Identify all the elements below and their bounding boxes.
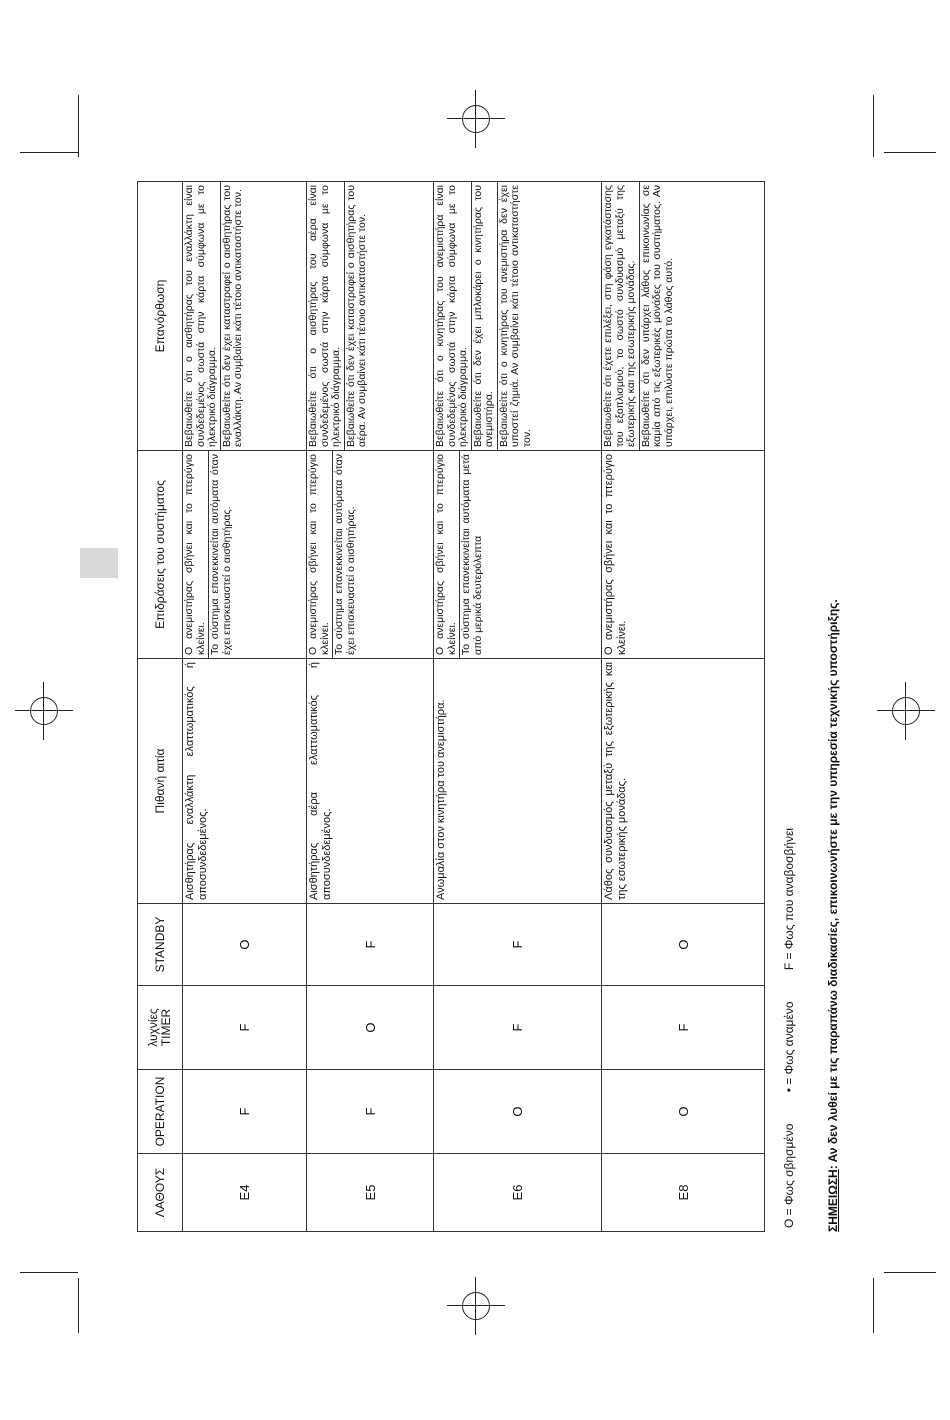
corrective-action — [602, 182, 765, 451]
possible-cause: Λάθος συνδυασμός μεταξύ της εξωτερικής και της εσωτερικής μονάδας. — [602, 659, 765, 904]
header-error-code: ΛΑΘΟΥΣ — [138, 1154, 183, 1232]
crop-mark — [873, 1278, 874, 1333]
standby-lamp: F — [307, 904, 434, 986]
timer-lamp: F — [602, 986, 765, 1070]
table-row — [602, 182, 765, 1232]
error-code-table-wrapper — [137, 182, 761, 1232]
operation-lamp: F — [307, 1070, 434, 1154]
fix-item: Βεβαιωθείτε ότι δεν έχει μπλοκάρει ο κινητήρας του ανεμιστήρα. — [471, 182, 497, 450]
error-code: E5 — [307, 1154, 434, 1232]
effect-item: Το σύστημα επανεκκινείται αυτόματα μετά από μερικά δευτερόλεπτα — [459, 451, 485, 658]
effect-item: Ο ανεμιστήρας σβήνει και το πτερύγιο κλείνει. — [434, 454, 458, 655]
timer-lamp: O — [307, 986, 434, 1070]
effect-item: Ο ανεμιστήρας σβήνει και το πτερύγιο κλείνει. — [183, 454, 207, 655]
corrective-action — [183, 182, 307, 451]
crop-mark — [884, 152, 936, 153]
effect-item: Το σύστημα επανεκκινείται αυτόματα όταν έχει επισκευαστεί ο αισθητήρας. — [208, 451, 234, 658]
registration-mark-right — [892, 697, 920, 725]
legend-light-flashing: F = Φως που αναβοσβήνει — [782, 827, 796, 971]
error-code: E6 — [434, 1154, 602, 1232]
operation-lamp: O — [434, 1070, 602, 1154]
fix-item: Βεβαιωθείτε ότι ο αισθητήρας του εναλλάκτη είναι συνδεδεμένος σωστά στην κάρτα σύμφωνα με το ηλεκτρικό διάγραμμα. — [183, 185, 218, 447]
header-timer-label: TIMER — [159, 1008, 173, 1047]
note-label: ΣΗΜΕΙΩΣΗ — [826, 1169, 840, 1232]
registration-mark-bottom — [462, 1292, 490, 1320]
crop-mark — [78, 95, 79, 157]
lamp-legend — [782, 800, 796, 1228]
fix-item: Βεβαιωθείτε ότι ο αισθητήρας του αέρα είναι συνδεδεμένος σωστά στην κάρτα σύμφωνα με το ηλεκτρικό διάγραμμα. — [307, 185, 342, 447]
crop-mark — [20, 1272, 78, 1273]
legend-light-off: O = Φως σβησμένο — [782, 1123, 796, 1228]
effect-item: Το σύστημα επανεκκινείται αυτόματα όταν έχει επισκευαστεί ο αισθητήρας. — [332, 451, 358, 658]
system-effects — [307, 451, 434, 659]
operation-lamp: F — [183, 1070, 307, 1154]
registration-mark-left — [30, 697, 58, 725]
fix-item: Βεβαιωθείτε ότι δεν έχει καταστραφεί ο αισθητήρας του αέρα. Αν συμβαίνει κάτι τέτοιο αντικαταστήστε τον. — [344, 182, 370, 450]
possible-cause: Ανωμαλία στον κινητήρα του ανεμιστήρα. — [434, 659, 602, 904]
registration-mark-top — [462, 105, 490, 133]
header-standby: STANDBY — [138, 904, 183, 986]
fix-item: Βεβαιωθείτε ότι έχετε επιλέξει, στη φάση εγκατάστασης του εξοπλισμού, το σωστό συνδυασμό μεταξύ της εξωτερικής και της εσωτερικής μονάδας. — [602, 185, 637, 447]
header-operation: OPERATION — [138, 1070, 183, 1154]
error-code: E8 — [602, 1154, 765, 1232]
table-header-row — [138, 182, 183, 1232]
error-code: E4 — [183, 1154, 307, 1232]
error-code-table — [137, 181, 765, 1232]
system-effects: Ο ανεμιστήρας σβήνει και το πτερύγιο κλείνει. — [602, 451, 765, 659]
possible-cause: Αισθητήρας αέρα ελαττωματικός ή αποσυνδεδεμένος. — [307, 659, 434, 904]
system-effects — [183, 451, 307, 659]
section-tab-marker — [80, 548, 118, 578]
corrective-action — [307, 182, 434, 451]
crop-mark — [884, 1272, 936, 1273]
system-effects — [434, 451, 602, 659]
crop-mark — [20, 152, 78, 153]
header-timer — [138, 986, 183, 1070]
table-row — [307, 182, 434, 1232]
fix-item: Βεβαιωθείτε ότι δεν έχει καταστραφεί ο αισθητήρας του εναλλάκτη. Αν συμβαίνει κάτι τέτοιο αντικαταστήστε τον. — [220, 182, 246, 450]
timer-lamp: F — [434, 986, 602, 1070]
standby-lamp: O — [183, 904, 307, 986]
table-row — [183, 182, 307, 1232]
possible-cause: Αισθητήρας εναλλάκτη ελαττωματικός ή αποσυνδεδεμένος. — [183, 659, 307, 904]
operation-lamp: O — [602, 1070, 765, 1154]
fix-item: Βεβαιωθείτε ότι ο κινητήρας του ανεμιστήρα δεν έχει υποστεί ζημιά. Αν συμβαίνει κάτι τέτοιο αντικαταστήστε τον. — [497, 182, 535, 450]
crop-mark — [78, 1278, 79, 1333]
header-effects: Επιδράσεις του συστήματος — [138, 451, 183, 659]
crop-mark — [873, 95, 874, 157]
effect-item: Ο ανεμιστήρας σβήνει και το πτερύγιο κλείνει. — [307, 454, 331, 655]
legend-light-on: • = Φως αναμένο — [782, 1001, 796, 1093]
standby-lamp: O — [602, 904, 765, 986]
timer-lamp: F — [183, 986, 307, 1070]
header-cause: Πιθανή αιτία — [138, 659, 183, 904]
header-timer-lamps: λυχνίες — [146, 1008, 160, 1047]
fix-item: Βεβαιωθείτε ότι ο κινητήρας του ανεμιστήρα είναι συνδεδεμένος σωστά στην κάρτα σύμφωνα με το ηλεκτρικό διάγραμμα. — [434, 185, 469, 447]
corrective-action — [434, 182, 602, 451]
note-text: : Αν δεν λυθεί με τις παραπάνω διαδικασίες, επικοινωνήστε με την υπηρεσία τεχνικής υποστήριξης. — [826, 599, 840, 1170]
table-row — [434, 182, 602, 1232]
standby-lamp: F — [434, 904, 602, 986]
fix-item: Βεβαιωθείτε ότι δεν υπάρχει λάθος επικοινωνίας σε καμία από τις εξωτερικές μονάδες του συστήματος. Αν υπάρχει, επιλύστε πρώτα το λάθος αυτό. — [639, 182, 677, 450]
support-note — [826, 599, 840, 1232]
header-fix: Επανόρθωση — [138, 182, 183, 451]
